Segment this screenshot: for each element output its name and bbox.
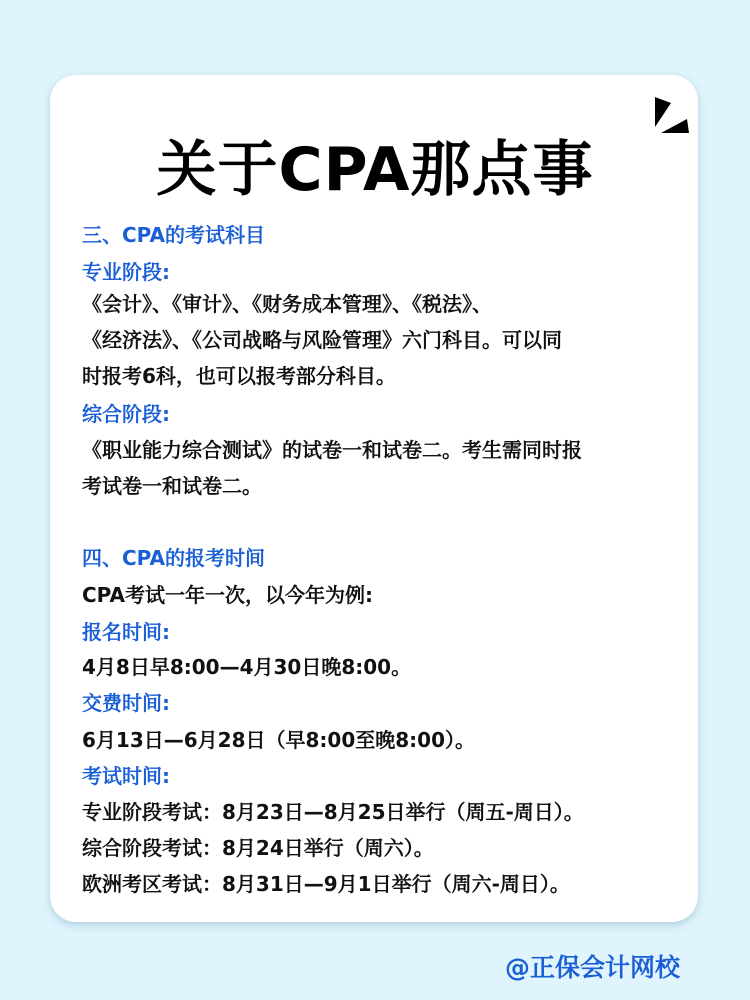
page-title: 关于CPA那点事 bbox=[156, 135, 594, 205]
section-heading: 交费时间: bbox=[82, 691, 170, 715]
body-text-line: 欧洲考区考试：8月31日—9月1日举行（周六-周日）。 bbox=[82, 872, 570, 896]
section-heading: 考试时间: bbox=[82, 764, 170, 788]
body-text-line: 《会计》、《审计》、《财务成本管理》、《税法》、 bbox=[82, 292, 492, 316]
section-heading: 报名时间: bbox=[82, 620, 170, 644]
body-text-line: 《经济法》、《公司战略与风险管理》六门科目。可以同 bbox=[82, 328, 562, 352]
body-text-line: 4月8日早8:00—4月30日晚8:00。 bbox=[82, 655, 412, 679]
section-heading: 专业阶段: bbox=[82, 260, 170, 284]
section-heading: 综合阶段: bbox=[82, 402, 170, 426]
brand-watermark: @正保会计网校 bbox=[505, 953, 681, 982]
body-text-line: 专业阶段考试：8月23日—8月25日举行（周五-周日）。 bbox=[82, 800, 584, 824]
body-text-line: 考试卷一和试卷二。 bbox=[82, 474, 262, 498]
body-text-line: CPA考试一年一次，以今年为例: bbox=[82, 583, 373, 607]
section-heading: 四、CPA的报考时间 bbox=[82, 546, 265, 570]
body-text-line: 《职业能力综合测试》的试卷一和试卷二。考生需同时报 bbox=[82, 438, 582, 462]
section-heading: 三、CPA的考试科目 bbox=[82, 223, 265, 247]
body-text-line: 时报考6科，也可以报考部分科目。 bbox=[82, 364, 396, 388]
body-text-line: 6月13日—6月28日（早8:00至晚8:00）。 bbox=[82, 728, 475, 752]
body-text-line: 综合阶段考试：8月24日举行（周六）。 bbox=[82, 836, 434, 860]
